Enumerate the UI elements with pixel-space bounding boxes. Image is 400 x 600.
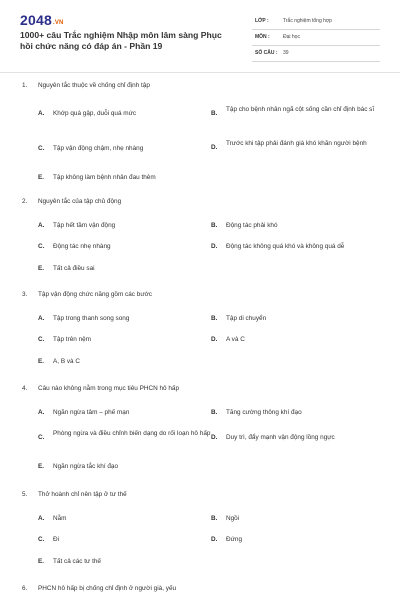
option-text: Phòng ngừa và điều chỉnh biến dạng do rối loạn hô hấp xyxy=(53,430,211,437)
option-text: Tất cả các tư thế xyxy=(53,558,101,565)
option-letter: C. xyxy=(38,243,45,250)
option-text: Động tác không quá khó và không quá dễ xyxy=(226,243,345,250)
option-letter: A. xyxy=(38,315,45,322)
option-letter: C. xyxy=(38,536,45,543)
question-text: Câu nào không nằm trong mục tiêu PHCN hô hấp xyxy=(38,385,180,392)
question-text: Tập vận động chức năng gồm các bước xyxy=(38,291,152,298)
site-logo[interactable] xyxy=(20,12,64,28)
question-number: 3. xyxy=(22,291,28,298)
option-letter: D. xyxy=(211,243,218,250)
option-text: Ngồi xyxy=(226,515,240,522)
option-letter: E. xyxy=(38,174,45,181)
option-text: Khớp quá gập, duỗi quá mức xyxy=(53,110,137,117)
question-1 xyxy=(22,80,382,181)
option-text: A và C xyxy=(226,336,245,343)
option-letter: C. xyxy=(38,434,45,441)
page-header xyxy=(0,0,400,70)
question-title xyxy=(22,196,382,208)
meta-key: SỐ CÂU : xyxy=(255,50,278,56)
option-letter: C. xyxy=(38,145,45,152)
logo-text: 2048 xyxy=(20,12,52,28)
question-number: 1. xyxy=(22,82,28,89)
question-title xyxy=(22,583,382,595)
question-3 xyxy=(22,289,382,365)
option-text: Động tác nhẹ nhàng xyxy=(53,243,111,250)
option-text: Tập không làm bệnh nhân đau thêm xyxy=(53,174,156,181)
document-meta xyxy=(252,14,380,62)
question-text: PHCN hô hấp bị chống chỉ định ở người già, yếu xyxy=(38,585,177,592)
option-text: Tập cho bệnh nhân ngã cột sống cần chỉ định bác sĩ xyxy=(226,106,375,113)
option-letter: A. xyxy=(38,515,45,522)
option-letter: A. xyxy=(38,110,45,117)
option-letter: D. xyxy=(211,536,218,543)
option-text: Động tác phải khó xyxy=(226,222,278,229)
meta-row-class xyxy=(252,14,380,30)
question-text: Nguyên tắc của tập chủ động xyxy=(38,198,122,205)
question-title xyxy=(22,383,382,395)
option-letter: A. xyxy=(38,222,45,229)
question-title xyxy=(22,289,382,301)
meta-row-subject xyxy=(252,30,380,46)
meta-value: Trắc nghiệm tổng hợp xyxy=(283,18,332,24)
option-letter: B. xyxy=(211,110,218,117)
option-text: A, B và C xyxy=(53,358,80,365)
question-text: Thở hoành chỉ nên tập ở tư thế xyxy=(38,491,127,498)
option-text: Trước khi tập phải đánh giá khó khăn người bệnh xyxy=(226,140,367,147)
option-letter: E. xyxy=(38,558,45,565)
question-title xyxy=(22,489,382,501)
option-letter: E. xyxy=(38,463,45,470)
option-text: Tăng cường thông khí đạo xyxy=(226,409,302,416)
option-text: Tập vận động chậm, nhẹ nhàng xyxy=(53,145,144,152)
question-number: 6. xyxy=(22,585,28,592)
question-title xyxy=(22,80,382,92)
question-text: Nguyên tắc thuộc về chống chỉ định tập xyxy=(38,82,150,89)
meta-value: 39 xyxy=(283,50,289,56)
option-text: Ngăn ngừa tắc khí đạo xyxy=(53,463,119,470)
option-text: Ngăn ngừa tâm – phế mạn xyxy=(53,409,130,416)
option-text: Tập di chuyển xyxy=(226,315,267,322)
question-2 xyxy=(22,196,382,272)
option-letter: E. xyxy=(38,358,45,365)
option-letter: B. xyxy=(211,409,218,416)
option-letter: B. xyxy=(211,222,218,229)
question-number: 5. xyxy=(22,491,28,498)
logo-suffix: .VN xyxy=(52,20,64,26)
document-title: 1000+ câu Trắc nghiệm Nhập môn lâm sàng Phục hồi chức năng có đáp án - Phần 19 xyxy=(20,30,222,51)
option-text: Tất cả điều sai xyxy=(53,265,95,272)
meta-row-question-count xyxy=(252,46,380,62)
header-divider xyxy=(0,72,400,73)
option-text: Nằm xyxy=(53,515,67,522)
meta-value: Đại học xyxy=(283,34,300,40)
meta-key: LỚP : xyxy=(255,18,269,24)
option-letter: B. xyxy=(211,315,218,322)
option-text: Đứng xyxy=(226,536,243,543)
option-letter: C. xyxy=(38,336,45,343)
question-number: 4. xyxy=(22,385,28,392)
option-text: Tập trên nệm xyxy=(53,336,92,343)
option-letter: A. xyxy=(38,409,45,416)
question-number: 2. xyxy=(22,198,28,205)
option-letter: E. xyxy=(38,265,45,272)
option-letter: D. xyxy=(211,434,218,441)
option-text: Tập hết tầm vận động xyxy=(53,222,116,229)
option-letter: D. xyxy=(211,144,218,151)
option-letter: B. xyxy=(211,515,218,522)
question-6 xyxy=(22,583,382,595)
option-text: Tập trong thanh song song xyxy=(53,315,130,322)
option-text: Duy trì, đẩy mạnh vận động lồng ngực xyxy=(226,434,335,441)
meta-key: MÔN : xyxy=(255,34,270,40)
option-text: Đi xyxy=(53,536,60,543)
question-5 xyxy=(22,489,382,565)
question-4 xyxy=(22,383,382,470)
option-letter: D. xyxy=(211,336,218,343)
